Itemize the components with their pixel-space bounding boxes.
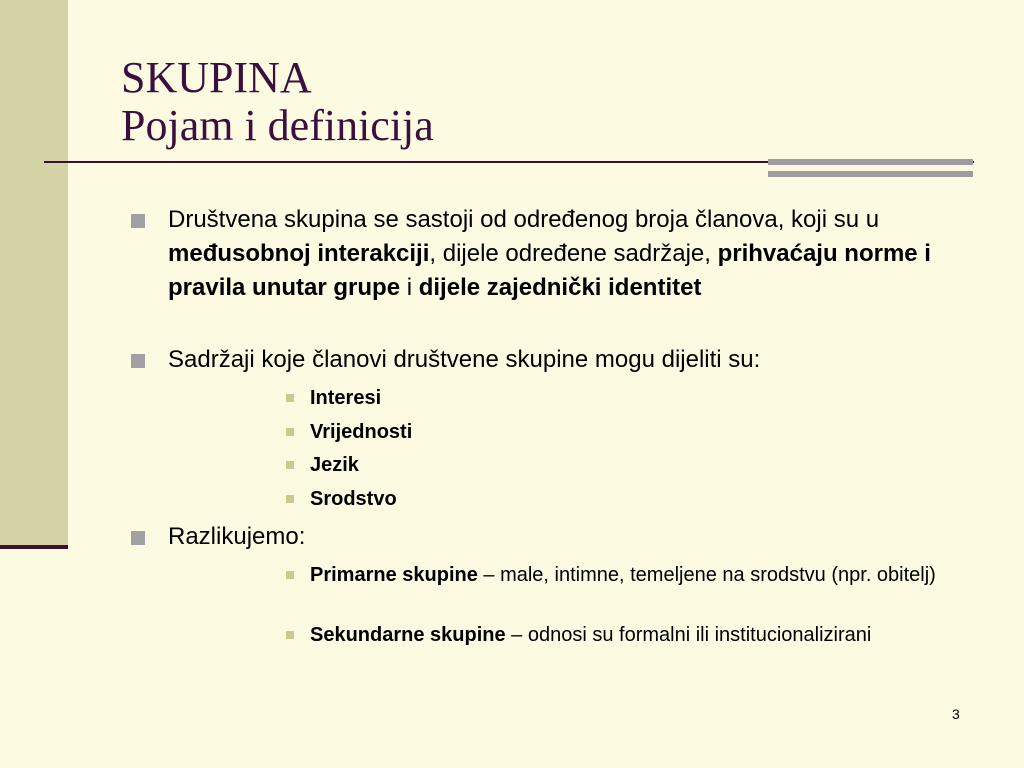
sub-bullet-item <box>310 419 980 445</box>
page-number: 3 <box>952 706 960 722</box>
square-bullet-icon <box>286 461 294 469</box>
sub-bullet-item <box>310 622 980 648</box>
square-bullet-icon <box>286 571 294 579</box>
bold-text: Srodstvo <box>310 488 397 510</box>
text: Sadržaji koje članovi društvene skupine mogu dijeliti su: <box>168 346 761 373</box>
sub-bullet-item <box>310 562 980 588</box>
text: Društvena skupina se sastoji od određenog broja članova, koji su u <box>168 206 880 233</box>
bold-text: Primarne skupine <box>310 564 478 586</box>
bullet-distinguish <box>168 520 980 554</box>
square-bullet-icon <box>286 495 294 503</box>
square-bullet-icon <box>131 354 145 368</box>
square-bullet-icon <box>131 214 145 228</box>
square-bullet-icon <box>131 531 145 545</box>
title-line-1: SKUPINA <box>121 53 312 102</box>
bold-text: Jezik <box>310 454 359 476</box>
text: i <box>400 274 419 301</box>
text: – odnosi su formalni ili institucionalizirani <box>505 624 872 646</box>
sub-bullet-item <box>310 452 980 478</box>
bullet-definition <box>168 203 980 305</box>
square-bullet-icon <box>286 428 294 436</box>
bold-text: međusobnoj interakciji <box>168 240 430 267</box>
sub-bullet-item <box>310 385 980 411</box>
bullet-shared-contents <box>168 343 980 377</box>
text: , dijele određene sadržaje, <box>429 240 718 267</box>
square-bullet-icon <box>286 394 294 402</box>
bold-text: prihvaćaju norme i pravila unutar grupe <box>168 240 931 301</box>
bold-text: Vrijednosti <box>310 421 413 443</box>
text: Razlikujemo: <box>168 523 306 550</box>
text: – male, intimne, temeljene na srodstvu (npr. obitelj) <box>477 564 936 586</box>
bold-text: Sekundarne skupine <box>310 624 506 646</box>
bold-text: Interesi <box>310 387 382 409</box>
sub-bullet-item <box>310 486 980 512</box>
square-bullet-icon <box>286 631 294 639</box>
title-line-2: Pojam i definicija <box>121 101 434 150</box>
bold-text: dijele zajednički identitet <box>418 274 702 301</box>
